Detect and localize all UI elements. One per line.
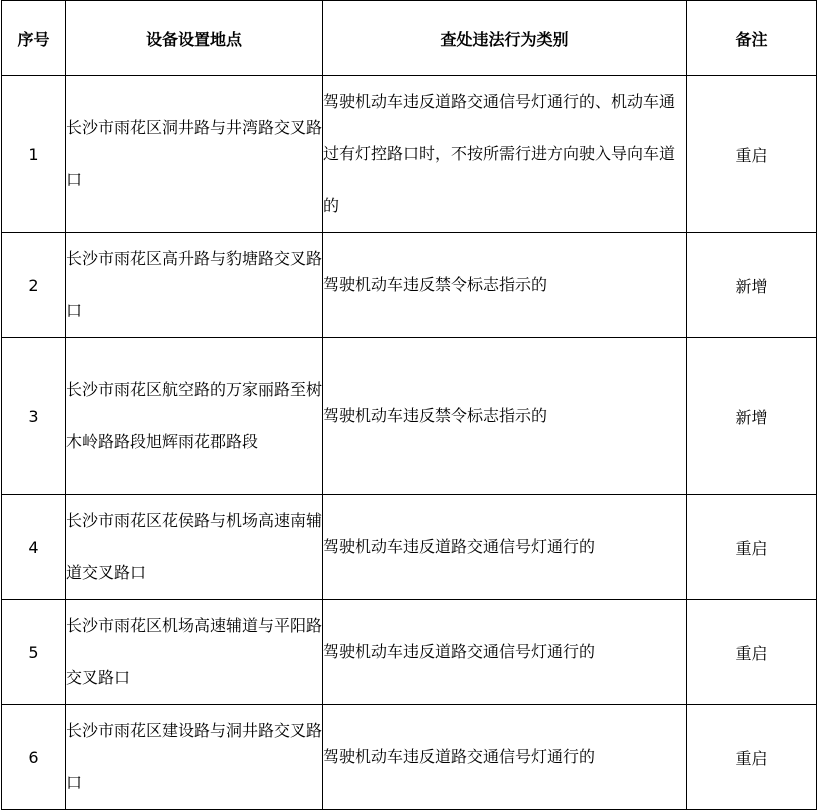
- cell-note: 新增: [687, 233, 817, 338]
- cell-location: 长沙市雨花区花侯路与机场高速南辅道交叉路口: [66, 495, 323, 600]
- cell-no: 6: [2, 705, 66, 810]
- cell-category: 驾驶机动车违反道路交通信号灯通行的、机动车通过有灯控路口时，不按所需行进方向驶入导向车道的: [323, 76, 687, 233]
- cell-no: 1: [2, 76, 66, 233]
- cell-category: 驾驶机动车违反禁令标志指示的: [323, 233, 687, 338]
- table-row: [2, 495, 817, 600]
- cell-no: 2: [2, 233, 66, 338]
- cell-no: 5: [2, 600, 66, 705]
- cell-category: 驾驶机动车违反道路交通信号灯通行的: [323, 600, 687, 705]
- cell-location: 长沙市雨花区高升路与豹塘路交叉路口: [66, 233, 323, 338]
- table-row: [2, 338, 817, 495]
- cell-note: 重启: [687, 76, 817, 233]
- cell-location: 长沙市雨花区建设路与洞井路交叉路口: [66, 705, 323, 810]
- table-row: [2, 600, 817, 705]
- table-row: [2, 76, 817, 233]
- table-body: [2, 76, 817, 810]
- cell-category: 驾驶机动车违反道路交通信号灯通行的: [323, 705, 687, 810]
- header-location: 设备设置地点: [66, 1, 323, 76]
- header-row: [2, 1, 817, 76]
- table-row: [2, 705, 817, 810]
- cell-note: 新增: [687, 338, 817, 495]
- cell-note: 重启: [687, 600, 817, 705]
- cell-category: 驾驶机动车违反禁令标志指示的: [323, 338, 687, 495]
- cell-no: 3: [2, 338, 66, 495]
- device-table: [1, 0, 817, 810]
- table-header: [2, 1, 817, 76]
- header-note: 备注: [687, 1, 817, 76]
- cell-note: 重启: [687, 705, 817, 810]
- header-no: 序号: [2, 1, 66, 76]
- cell-category: 驾驶机动车违反道路交通信号灯通行的: [323, 495, 687, 600]
- cell-no: 4: [2, 495, 66, 600]
- cell-location: 长沙市雨花区航空路的万家丽路至树木岭路路段旭辉雨花郡路段: [66, 338, 323, 495]
- cell-location: 长沙市雨花区机场高速辅道与平阳路交叉路口: [66, 600, 323, 705]
- cell-note: 重启: [687, 495, 817, 600]
- table-row: [2, 233, 817, 338]
- header-category: 查处违法行为类别: [323, 1, 687, 76]
- cell-location: 长沙市雨花区洞井路与井湾路交叉路口: [66, 76, 323, 233]
